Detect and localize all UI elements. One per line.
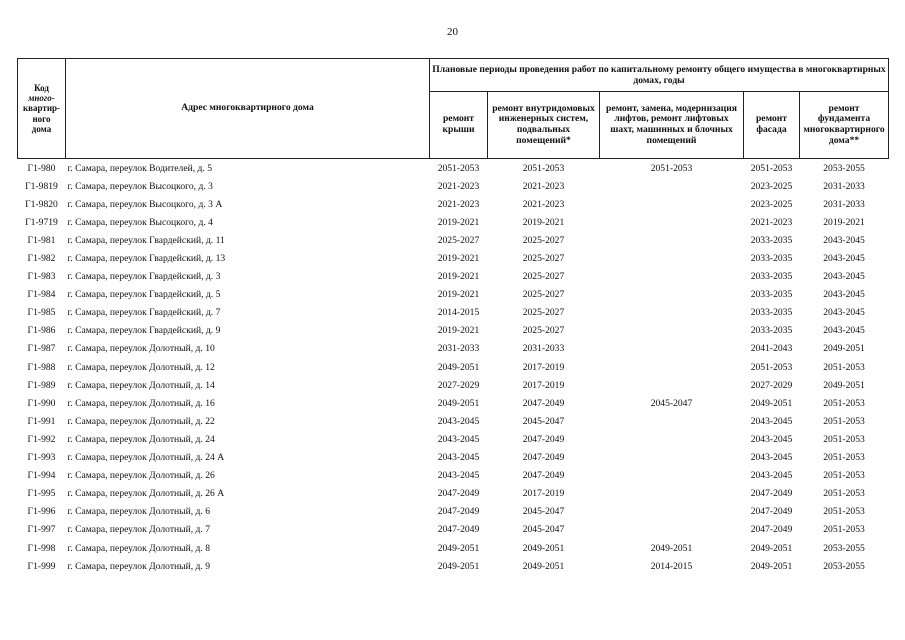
cell-facade: 2023-2025 bbox=[750, 180, 793, 192]
cell-address: г. Самара, переулок Водителей, д. 5 bbox=[67, 162, 212, 174]
cell-facade: 2041-2043 bbox=[750, 343, 793, 355]
cell-systems: 2025-2027 bbox=[522, 289, 565, 301]
cell-address: г. Самара, переулок Гвардейский, д. 3 bbox=[67, 271, 221, 283]
cell-roof: 2021-2023 bbox=[437, 180, 480, 192]
cell-systems: 2025-2027 bbox=[522, 234, 565, 246]
cell-foundation: 2051-2053 bbox=[823, 524, 865, 536]
code-header-line1: Код bbox=[34, 83, 49, 94]
cell-elevators bbox=[600, 358, 744, 376]
cell-systems: 2047-2049 bbox=[522, 470, 565, 482]
cell-elevators bbox=[600, 376, 744, 394]
table-row bbox=[18, 467, 889, 485]
cell-systems: 2025-2027 bbox=[522, 271, 565, 283]
cell-elevators bbox=[600, 249, 744, 267]
cell-elevators bbox=[600, 412, 744, 430]
cell-address: г. Самара, переулок Долотный, д. 9 bbox=[67, 560, 210, 572]
cell-code: Г1-982 bbox=[27, 253, 56, 265]
column-header-systems: ремонт внутридомовых инженерных систем, подвальных помещений* bbox=[488, 92, 600, 159]
cell-systems: 2019-2021 bbox=[522, 216, 565, 228]
cell-code: Г1-984 bbox=[27, 289, 56, 301]
cell-facade: 2033-2035 bbox=[750, 253, 793, 265]
cell-elevators bbox=[600, 485, 744, 503]
cell-elevators bbox=[600, 521, 744, 539]
cell-foundation: 2051-2053 bbox=[823, 415, 865, 427]
column-header-foundation: ремонт фундамента многоквартирного дома** bbox=[800, 92, 889, 159]
cell-code: Г1-997 bbox=[27, 524, 56, 536]
cell-roof: 2043-2045 bbox=[437, 452, 480, 464]
cell-elevators bbox=[600, 286, 744, 304]
cell-elevators bbox=[600, 304, 744, 322]
table-row bbox=[18, 557, 889, 575]
cell-elevators: 2014-2015 bbox=[650, 560, 693, 572]
cell-systems: 2049-2051 bbox=[522, 542, 565, 554]
cell-foundation: 2053-2055 bbox=[823, 162, 865, 174]
cell-roof: 2019-2021 bbox=[437, 253, 480, 265]
cell-elevators bbox=[600, 449, 744, 467]
cell-address: г. Самара, переулок Долотный, д. 24 bbox=[67, 433, 215, 445]
cell-address: г. Самара, переулок Гвардейский, д. 13 bbox=[67, 253, 226, 265]
cell-elevators bbox=[600, 322, 744, 340]
cell-code: Г1-981 bbox=[27, 234, 56, 246]
table-row bbox=[18, 195, 889, 213]
cell-roof: 2043-2045 bbox=[437, 433, 480, 445]
cell-roof: 2047-2049 bbox=[437, 488, 480, 500]
cell-foundation: 2051-2053 bbox=[823, 506, 865, 518]
cell-facade: 2049-2051 bbox=[750, 397, 793, 409]
table-row bbox=[18, 213, 889, 231]
cell-elevators bbox=[600, 268, 744, 286]
cell-code: Г1-991 bbox=[27, 415, 56, 427]
cell-facade: 2027-2029 bbox=[750, 379, 793, 391]
cell-foundation: 2043-2045 bbox=[823, 253, 865, 265]
cell-code: Г1-993 bbox=[27, 452, 56, 464]
cell-code: Г1-996 bbox=[27, 506, 56, 518]
cell-systems: 2045-2047 bbox=[522, 506, 565, 518]
cell-systems: 2017-2019 bbox=[522, 488, 565, 500]
cell-foundation: 2049-2051 bbox=[823, 343, 865, 355]
column-header-facade: ремонт фасада bbox=[744, 92, 800, 159]
cell-facade: 2033-2035 bbox=[750, 307, 793, 319]
cell-systems: 2025-2027 bbox=[522, 253, 565, 265]
cell-elevators bbox=[600, 195, 744, 213]
column-header-code bbox=[18, 59, 66, 159]
cell-address: г. Самара, переулок Высоцкого, д. 3 bbox=[67, 180, 213, 192]
cell-roof: 2049-2051 bbox=[437, 397, 480, 409]
cell-systems: 2047-2049 bbox=[522, 452, 565, 464]
cell-address: г. Самара, переулок Долотный, д. 14 bbox=[67, 379, 215, 391]
cell-address: г. Самара, переулок Высоцкого, д. 4 bbox=[67, 216, 213, 228]
cell-facade: 2023-2025 bbox=[750, 198, 793, 210]
cell-address: г. Самара, переулок Долотный, д. 10 bbox=[67, 343, 215, 355]
cell-roof: 2047-2049 bbox=[437, 524, 480, 536]
cell-elevators: 2045-2047 bbox=[650, 397, 693, 409]
cell-address: г. Самара, переулок Гвардейский, д. 9 bbox=[67, 325, 221, 337]
cell-systems: 2049-2051 bbox=[522, 560, 565, 572]
cell-foundation: 2043-2045 bbox=[823, 325, 865, 337]
table-row bbox=[18, 249, 889, 267]
cell-foundation: 2043-2045 bbox=[823, 271, 865, 283]
cell-systems: 2021-2023 bbox=[522, 180, 565, 192]
cell-elevators: 2049-2051 bbox=[650, 542, 693, 554]
cell-foundation: 2043-2045 bbox=[823, 307, 865, 319]
cell-address: г. Самара, переулок Долотный, д. 7 bbox=[67, 524, 210, 536]
cell-code: Г1-988 bbox=[27, 361, 56, 373]
cell-facade: 2021-2023 bbox=[750, 216, 793, 228]
cell-foundation: 2051-2053 bbox=[823, 488, 865, 500]
cell-elevators bbox=[600, 340, 744, 358]
cell-code: Г1-9819 bbox=[25, 180, 58, 192]
table-row bbox=[18, 177, 889, 195]
cell-foundation: 2031-2033 bbox=[823, 198, 865, 210]
cell-roof: 2049-2051 bbox=[437, 560, 480, 572]
cell-foundation: 2053-2055 bbox=[823, 560, 865, 572]
cell-facade: 2043-2045 bbox=[750, 470, 793, 482]
table-row bbox=[18, 412, 889, 430]
cell-foundation: 2051-2053 bbox=[823, 397, 865, 409]
cell-address: г. Самара, переулок Гвардейский, д. 5 bbox=[67, 289, 221, 301]
cell-address: г. Самара, переулок Долотный, д. 26 А bbox=[67, 488, 225, 500]
cell-facade: 2049-2051 bbox=[750, 560, 793, 572]
table-row bbox=[18, 159, 889, 178]
cell-roof: 2049-2051 bbox=[437, 542, 480, 554]
cell-foundation: 2043-2045 bbox=[823, 234, 865, 246]
cell-roof: 2025-2027 bbox=[437, 234, 480, 246]
column-group-header-periods: Плановые периоды проведения работ по капитальному ремонту общего имущества в многоквартирных домах, годы bbox=[430, 59, 889, 92]
cell-address: г. Самара, переулок Высоцкого, д. 3 А bbox=[67, 198, 223, 210]
cell-elevators bbox=[600, 231, 744, 249]
cell-systems: 2025-2027 bbox=[522, 307, 565, 319]
cell-foundation: 2019-2021 bbox=[823, 216, 865, 228]
cell-roof: 2043-2045 bbox=[437, 470, 480, 482]
cell-code: Г1-998 bbox=[27, 542, 56, 554]
cell-address: г. Самара, переулок Долотный, д. 12 bbox=[67, 361, 215, 373]
cell-foundation: 2051-2053 bbox=[823, 452, 865, 464]
cell-systems: 2045-2047 bbox=[522, 524, 565, 536]
cell-elevators bbox=[600, 503, 744, 521]
table-header bbox=[18, 59, 889, 159]
code-header-line3: квартир- bbox=[22, 103, 61, 114]
cell-code: Г1-994 bbox=[27, 470, 56, 482]
cell-address: г. Самара, переулок Долотный, д. 6 bbox=[67, 506, 210, 518]
cell-facade: 2043-2045 bbox=[750, 433, 793, 445]
cell-roof: 2049-2051 bbox=[437, 361, 480, 373]
cell-roof: 2027-2029 bbox=[437, 379, 480, 391]
table-row bbox=[18, 430, 889, 448]
table-row bbox=[18, 304, 889, 322]
table-body bbox=[18, 159, 889, 576]
cell-code: Г1-992 bbox=[27, 433, 56, 445]
cell-address: г. Самара, переулок Долотный, д. 22 bbox=[67, 415, 215, 427]
cell-systems: 2047-2049 bbox=[522, 433, 565, 445]
cell-address: г. Самара, переулок Долотный, д. 16 bbox=[67, 397, 215, 409]
cell-facade: 2033-2035 bbox=[750, 234, 793, 246]
cell-roof: 2021-2023 bbox=[437, 198, 480, 210]
table-row bbox=[18, 322, 889, 340]
cell-code: Г1-980 bbox=[27, 162, 56, 174]
cell-roof: 2031-2033 bbox=[437, 343, 480, 355]
column-header-elevators: ремонт, замена, модернизация лифтов, ремонт лифтовых шахт, машинных и блочных помещений bbox=[600, 92, 744, 159]
cell-facade: 2047-2049 bbox=[750, 488, 793, 500]
cell-foundation: 2051-2053 bbox=[823, 361, 865, 373]
cell-code: Г1-9719 bbox=[25, 216, 58, 228]
table-row bbox=[18, 268, 889, 286]
cell-roof: 2014-2015 bbox=[437, 307, 480, 319]
cell-foundation: 2043-2045 bbox=[823, 289, 865, 301]
table-row bbox=[18, 503, 889, 521]
cell-roof: 2019-2021 bbox=[437, 289, 480, 301]
cell-facade: 2033-2035 bbox=[750, 325, 793, 337]
cell-elevators bbox=[600, 213, 744, 231]
cell-code: Г1-986 bbox=[27, 325, 56, 337]
cell-facade: 2043-2045 bbox=[750, 415, 793, 427]
cell-systems: 2047-2049 bbox=[522, 397, 565, 409]
cell-elevators: 2051-2053 bbox=[650, 162, 693, 174]
cell-foundation: 2051-2053 bbox=[823, 470, 865, 482]
page-number: 20 bbox=[447, 26, 458, 38]
cell-systems: 2045-2047 bbox=[522, 415, 565, 427]
cell-foundation: 2049-2051 bbox=[823, 379, 865, 391]
table-row bbox=[18, 231, 889, 249]
code-header-line5: дома bbox=[31, 123, 52, 134]
cell-systems: 2051-2053 bbox=[522, 162, 565, 174]
cell-address: г. Самара, переулок Долотный, д. 8 bbox=[67, 542, 210, 554]
table-row bbox=[18, 394, 889, 412]
cell-facade: 2033-2035 bbox=[750, 289, 793, 301]
cell-roof: 2047-2049 bbox=[437, 506, 480, 518]
table-row bbox=[18, 340, 889, 358]
cell-roof: 2051-2053 bbox=[437, 162, 480, 174]
cell-elevators bbox=[600, 177, 744, 195]
cell-code: Г1-995 bbox=[27, 488, 56, 500]
cell-facade: 2033-2035 bbox=[750, 271, 793, 283]
code-header-line2: много- bbox=[28, 93, 55, 104]
cell-address: г. Самара, переулок Гвардейский, д. 7 bbox=[67, 307, 221, 319]
cell-roof: 2019-2021 bbox=[437, 325, 480, 337]
cell-foundation: 2053-2055 bbox=[823, 542, 865, 554]
table-row bbox=[18, 521, 889, 539]
table-row bbox=[18, 358, 889, 376]
cell-systems: 2025-2027 bbox=[522, 325, 565, 337]
cell-code: Г1-990 bbox=[27, 397, 56, 409]
cell-address: г. Самара, переулок Долотный, д. 24 А bbox=[67, 452, 225, 464]
cell-systems: 2021-2023 bbox=[522, 198, 565, 210]
cell-facade: 2051-2053 bbox=[750, 361, 793, 373]
code-header-line4: ного bbox=[32, 113, 51, 124]
cell-systems: 2031-2033 bbox=[522, 343, 565, 355]
cell-facade: 2043-2045 bbox=[750, 452, 793, 464]
cell-facade: 2047-2049 bbox=[750, 524, 793, 536]
cell-code: Г1-9820 bbox=[25, 198, 58, 210]
column-header-roof: ремонт крыши bbox=[430, 92, 488, 159]
cell-roof: 2019-2021 bbox=[437, 271, 480, 283]
column-header-address: Адрес многоквартирного дома bbox=[66, 59, 430, 159]
cell-facade: 2047-2049 bbox=[750, 506, 793, 518]
cell-code: Г1-989 bbox=[27, 379, 56, 391]
cell-systems: 2017-2019 bbox=[522, 361, 565, 373]
cell-facade: 2051-2053 bbox=[750, 162, 793, 174]
table-row bbox=[18, 485, 889, 503]
cell-roof: 2043-2045 bbox=[437, 415, 480, 427]
cell-facade: 2049-2051 bbox=[750, 542, 793, 554]
table-row bbox=[18, 286, 889, 304]
table-row bbox=[18, 539, 889, 557]
cell-code: Г1-983 bbox=[27, 271, 56, 283]
cell-elevators bbox=[600, 430, 744, 448]
table-row bbox=[18, 449, 889, 467]
repair-schedule-table bbox=[17, 58, 889, 575]
cell-foundation: 2031-2033 bbox=[823, 180, 865, 192]
cell-address: г. Самара, переулок Долотный, д. 26 bbox=[67, 470, 215, 482]
cell-address: г. Самара, переулок Гвардейский, д. 11 bbox=[67, 234, 225, 246]
cell-code: Г1-987 bbox=[27, 343, 56, 355]
cell-code: Г1-985 bbox=[27, 307, 56, 319]
cell-code: Г1-999 bbox=[27, 560, 56, 572]
table-row bbox=[18, 376, 889, 394]
cell-elevators bbox=[600, 467, 744, 485]
cell-systems: 2017-2019 bbox=[522, 379, 565, 391]
cell-foundation: 2051-2053 bbox=[823, 433, 865, 445]
cell-roof: 2019-2021 bbox=[437, 216, 480, 228]
